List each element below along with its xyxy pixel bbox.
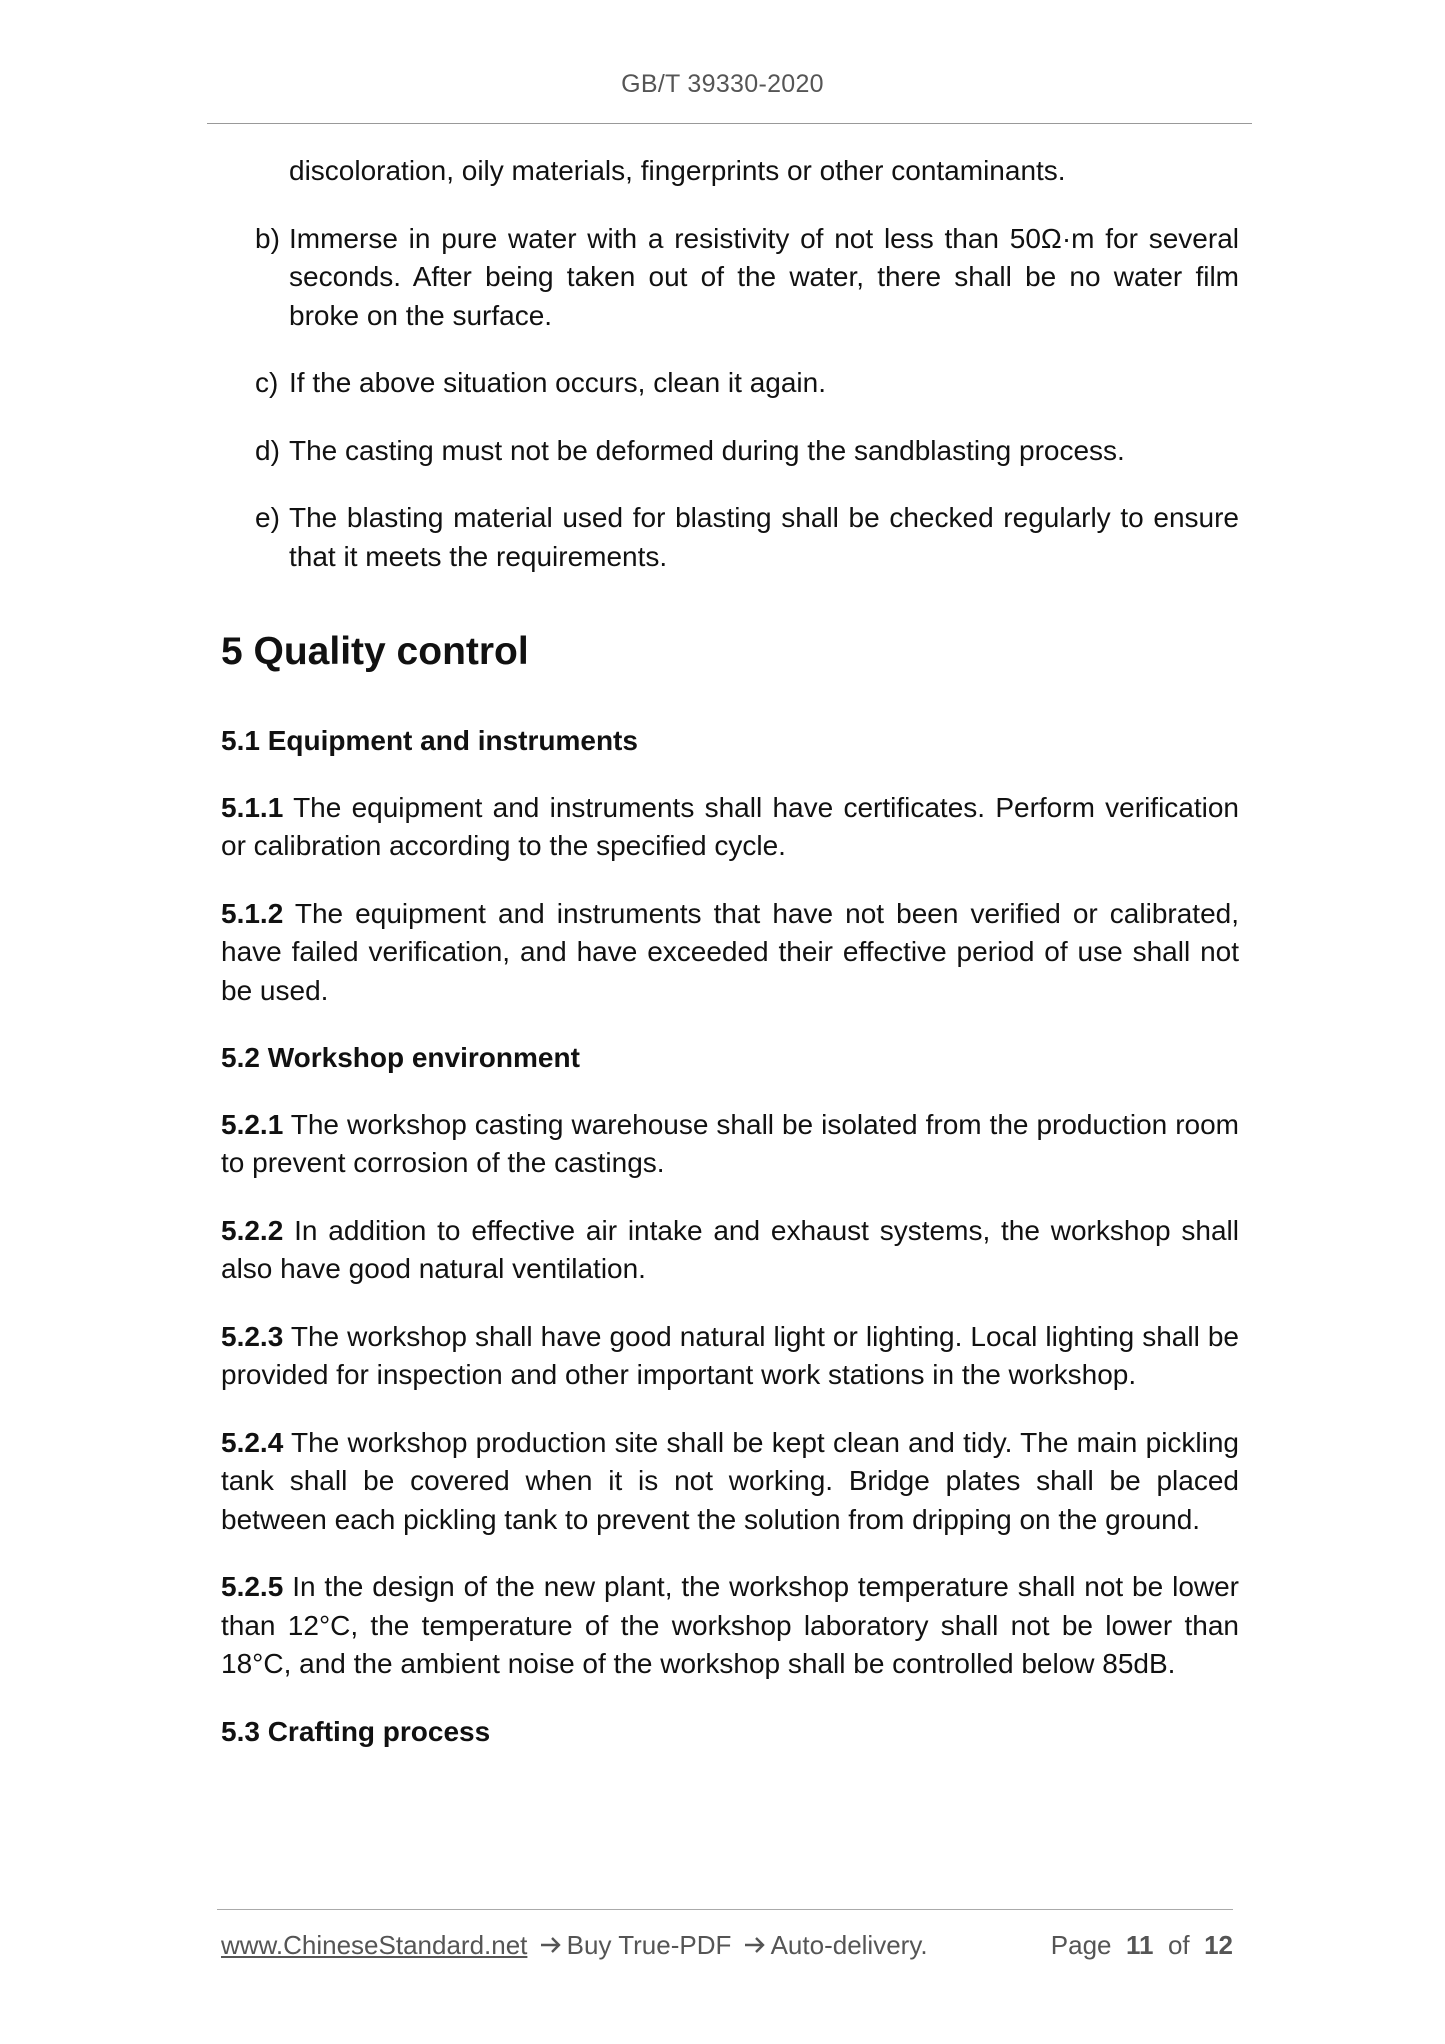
document-header-id: GB/T 39330-2020 [621,70,824,98]
list-item-e [255,499,1239,576]
clause-text: The workshop shall have good natural light or lighting. Local lighting shall be provided for inspection and other important work stations in the workshop. [221,1320,1239,1390]
list-item-text: The blasting material used for blasting shall be checked regularly to ensure that it meets the requirements. [289,502,1239,572]
clause-text: The equipment and instruments that have not been verified or calibrated, have failed verification, and have exceeded their effective period of use shall not be used. [221,897,1239,1006]
subsection-heading-5-1: 5.1 Equipment and instruments [221,725,638,756]
page-content [221,152,1239,1779]
clause-5-1-1 [221,789,1239,866]
clause-5-2-5 [221,1568,1239,1684]
subsection-heading-5-2: 5.2 Workshop environment [221,1042,580,1073]
clause-5-2-3 [221,1318,1239,1395]
clause-text: The equipment and instruments shall have certificates. Perform verification or calibration according to the specified cycle. [221,791,1240,861]
clause-text: In the design of the new plant, the workshop temperature shall not be lower than 12°C, the temperature of the workshop laboratory shall not be lower than 18°C, and the ambient noise of the workshop shall be controlled below 85dB. [221,1571,1240,1679]
clause-number: 5.2.2 [221,1214,284,1246]
clause-5-2-4 [221,1424,1239,1540]
list-marker: d) [255,434,280,466]
section-heading-quality-control: 5 Quality control [221,630,529,673]
list-item-a-continuation: discoloration, oily materials, fingerprints or other contaminants. [289,155,1066,186]
list-item-text: Immerse in pure water with a resistivity of not less than 50Ω·m for several seconds. After being taken out of the water, there shall be no water film broke on the surface. [289,222,1239,331]
clause-5-2-1 [221,1106,1239,1183]
clause-number: 5.2.1 [221,1108,284,1140]
footer-divider [217,1909,1233,1910]
list-marker: e) [255,502,280,533]
list-item-text: If the above situation occurs, clean it again. [289,367,826,398]
page-of-label: of [1167,1930,1190,1960]
auto-delivery-text: Auto-delivery. [770,1930,928,1960]
page-label: Page [1050,1930,1112,1960]
page-footer [221,1930,1233,1966]
list-item-b [255,220,1239,336]
list-item-d [255,432,1239,471]
list-item-text: The casting must not be deformed during the sandblasting process. [289,434,1125,466]
list-marker: b) [255,222,280,254]
page-total: 12 [1204,1930,1233,1960]
page-number [1051,1930,1233,1961]
clause-text: The workshop casting warehouse shall be isolated from the production room to prevent corrosion of the castings. [221,1108,1239,1178]
clause-number: 5.1.2 [221,897,284,929]
buy-true-pdf-text: Buy True-PDF [566,1930,732,1960]
clause-number: 5.1.1 [221,791,284,823]
subsection-heading-5-3: 5.3 Crafting process [221,1715,491,1747]
clause-5-1-2 [221,895,1239,1011]
website-link[interactable]: www.ChineseStandard.net [221,1930,528,1960]
clause-text: In addition to effective air intake and exhaust systems, the workshop shall also have good natural ventilation. [221,1214,1239,1284]
page-current: 11 [1125,1930,1154,1960]
list-item-c [255,364,1239,403]
arrow-right-icon [539,1935,563,1955]
clause-text: The workshop production site shall be kept clean and tidy. The main pickling tank shall be covered when it is not working. Bridge plates shall be placed between each pickling tank to prevent the solution from dripping on the ground. [221,1426,1240,1535]
clause-5-2-2 [221,1212,1239,1289]
list-marker: c) [255,367,279,398]
arrow-right-icon [743,1935,767,1955]
footer-left [221,1930,928,1961]
clause-number: 5.2.5 [221,1571,284,1602]
header-divider [207,123,1252,124]
clause-number: 5.2.3 [221,1320,284,1352]
clause-number: 5.2.4 [221,1426,284,1458]
